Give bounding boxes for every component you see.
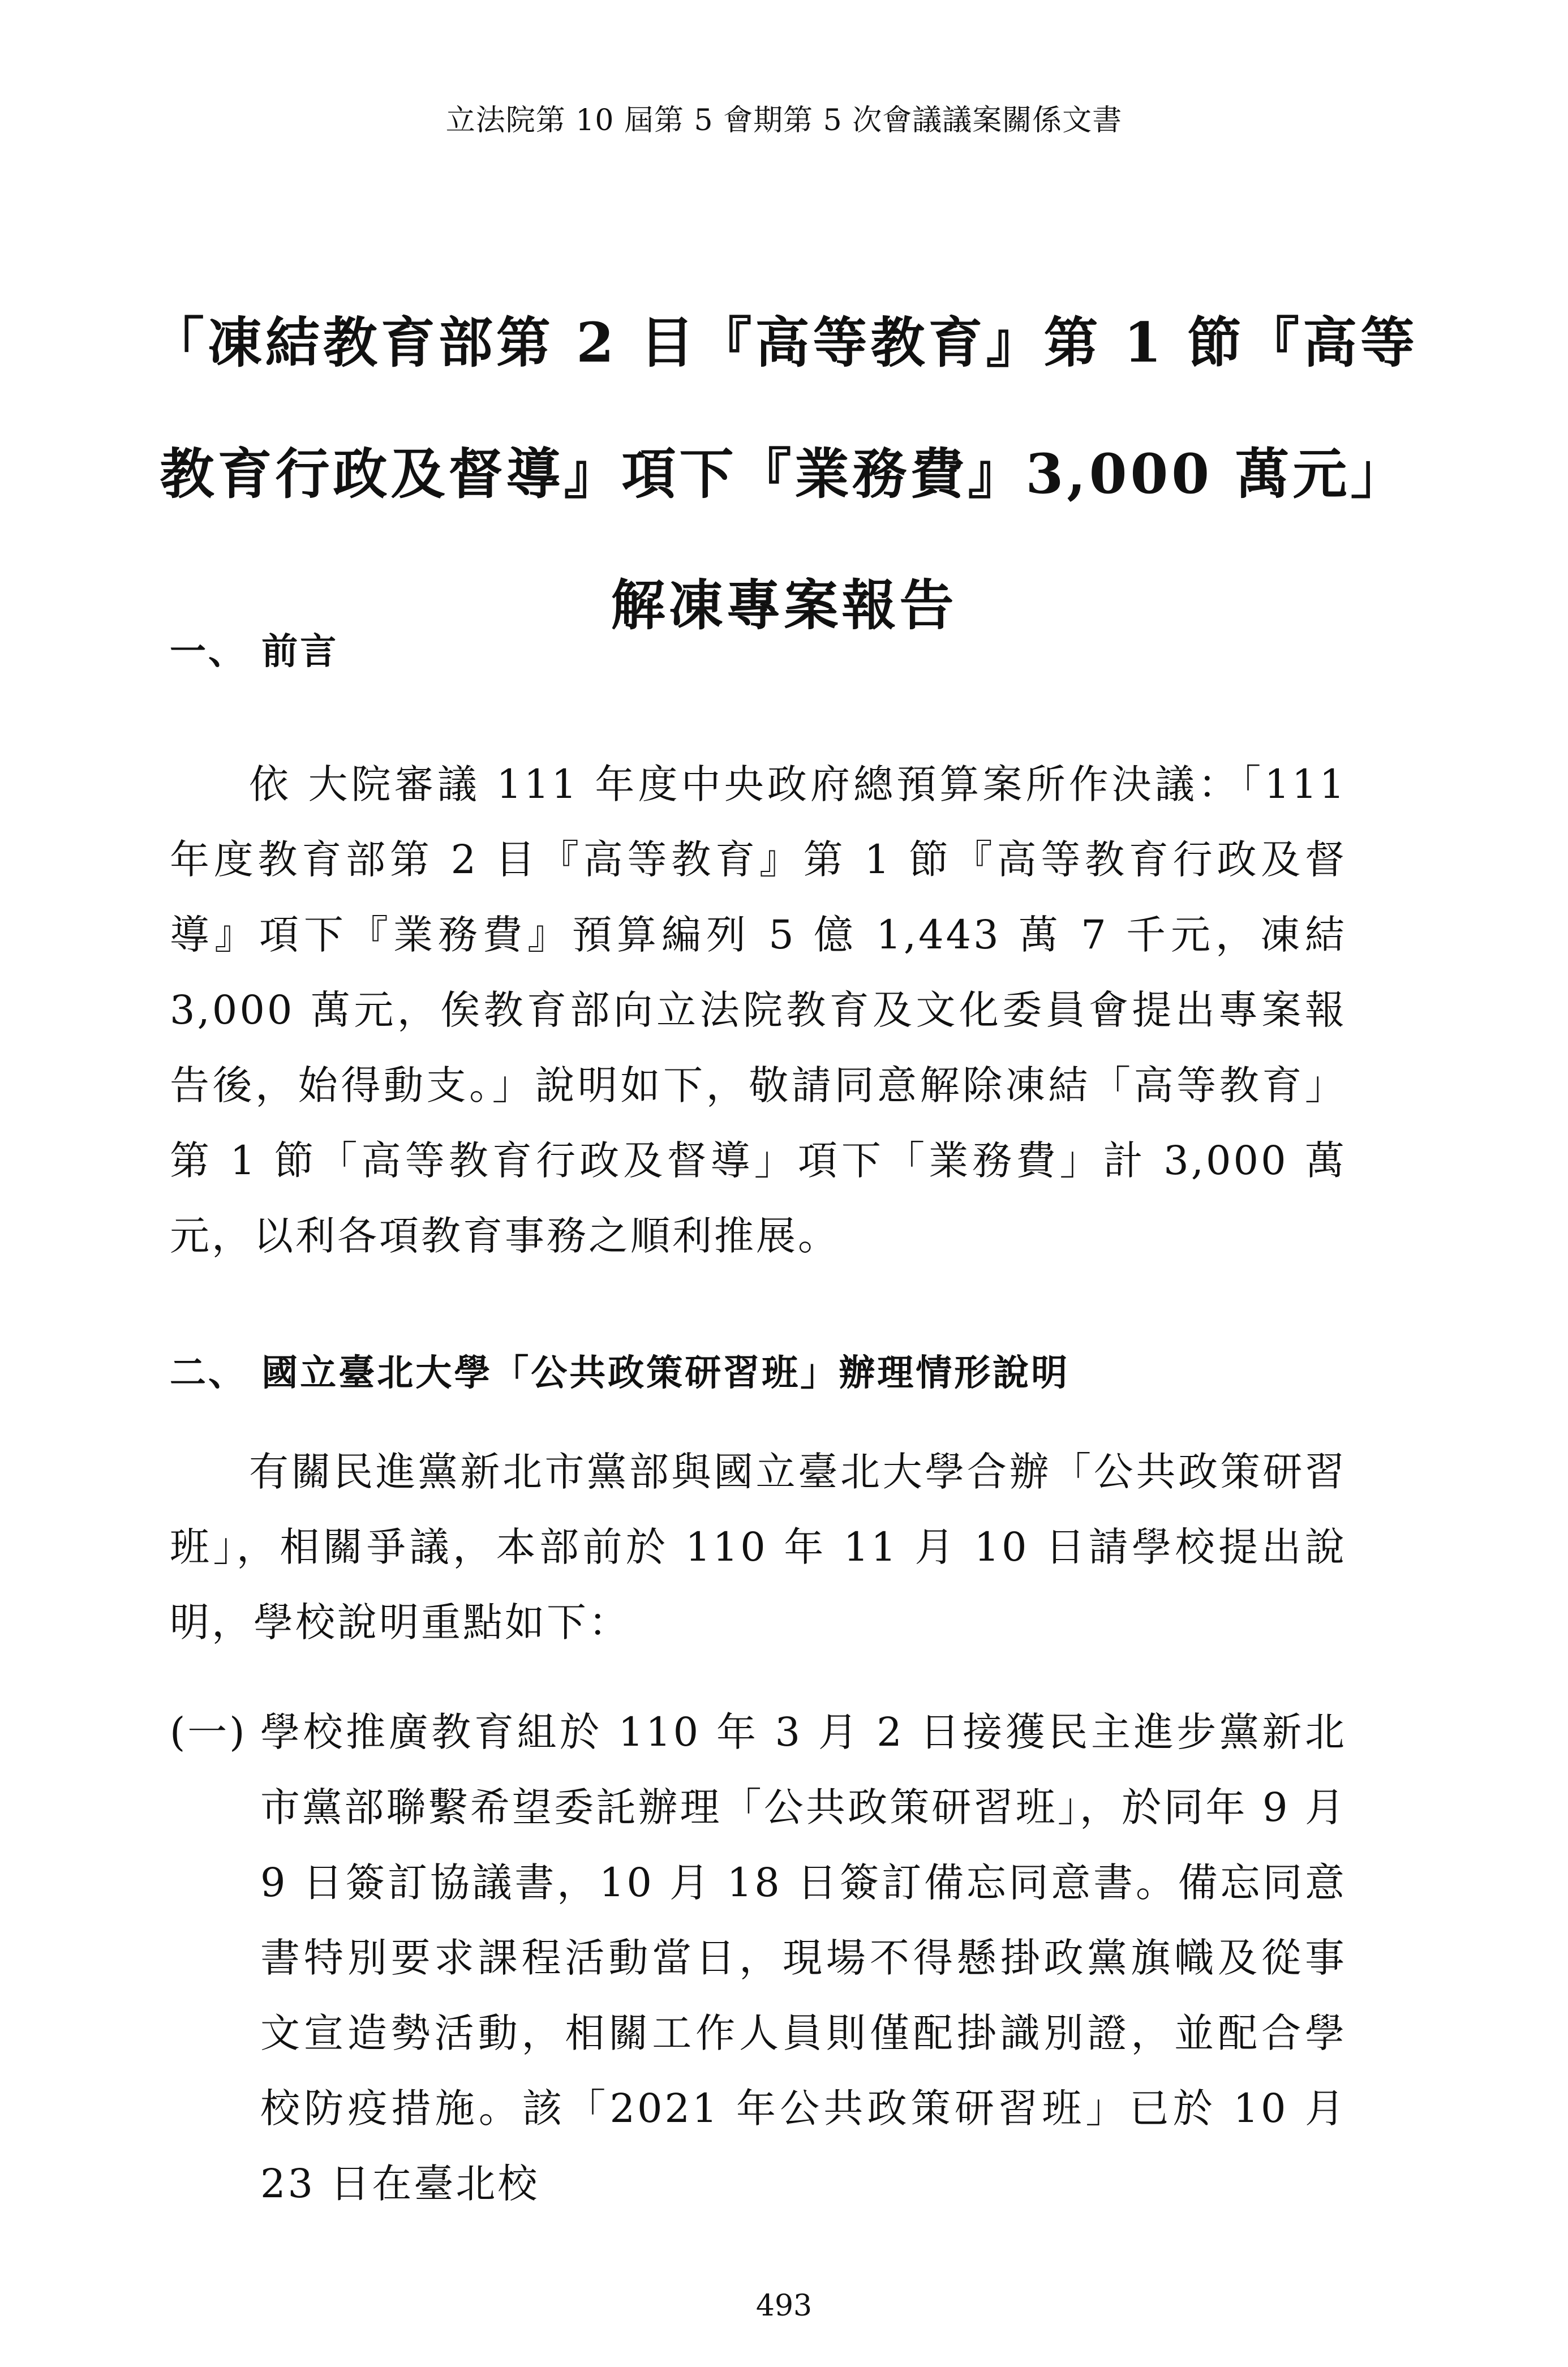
report-title-line-3: 解凍專案報告 bbox=[611, 573, 957, 637]
report-title bbox=[0, 277, 1568, 671]
ntpu-course-paragraph: 有關民進黨新北市黨部與國立臺北大學合辦「公共政策研習班」，相關爭議，本部前於 110 年 11 月 10 日請學校提出說明，學校說明重點如下： bbox=[170, 1449, 1347, 1646]
list-item-text: 學校推廣教育組於 110 年 3 月 2 日接獲民主進步黨新北市黨部聯繫希望委託辦理「公共政策研習班」，於同年 9 月 9 日簽訂協議書，10 月 18 日簽訂備忘同意書。備忘同意書特別要求課程活動當日，現場不得懸掛政黨旗幟及從事文宣造勢活動，相關工作人員則僅配掛識別證，並配合學校防疫措施。該「2021 年公共政策研習班」已於 10 月 23 日在臺北校 bbox=[260, 1709, 1347, 2207]
list-item-number: (一) bbox=[170, 1709, 247, 1755]
report-title-line-1: 「凍結教育部第 2 目『高等教育』第 1 節『高等 bbox=[149, 311, 1419, 375]
report-title-line-2: 教育行政及督導』項下『業務費』3,000 萬元」 bbox=[160, 442, 1408, 506]
section-heading-preface: 一、 前言 bbox=[170, 630, 339, 673]
section-heading-ntpu-course: 二、 國立臺北大學「公共政策研習班」辦理情形說明 bbox=[170, 1352, 1070, 1394]
preface-paragraph: 依 大院審議 111 年度中央政府總預算案所作決議：「111 年度教育部第 2 目『高等教育』第 1 節『高等教育行政及督導』項下『業務費』預算編列 5 億 1,443 萬 7 千元，凍結 3,000 萬元，俟教育部向立法院教育及文化委員會提出專案報告後，始得動支。」說明如下，敬請同意解除凍結「高等教育」第 1 節「高等教育行政及督導」項下「業務費」計 3,000 萬元，以利各項教育事務之順利推展。 bbox=[170, 761, 1347, 1259]
numbered-list-item bbox=[170, 1695, 1347, 2222]
document-header: 立法院第 10 屆第 5 會期第 5 次會議議案關係文書 bbox=[445, 104, 1123, 138]
page-number: 493 bbox=[755, 2289, 813, 2323]
